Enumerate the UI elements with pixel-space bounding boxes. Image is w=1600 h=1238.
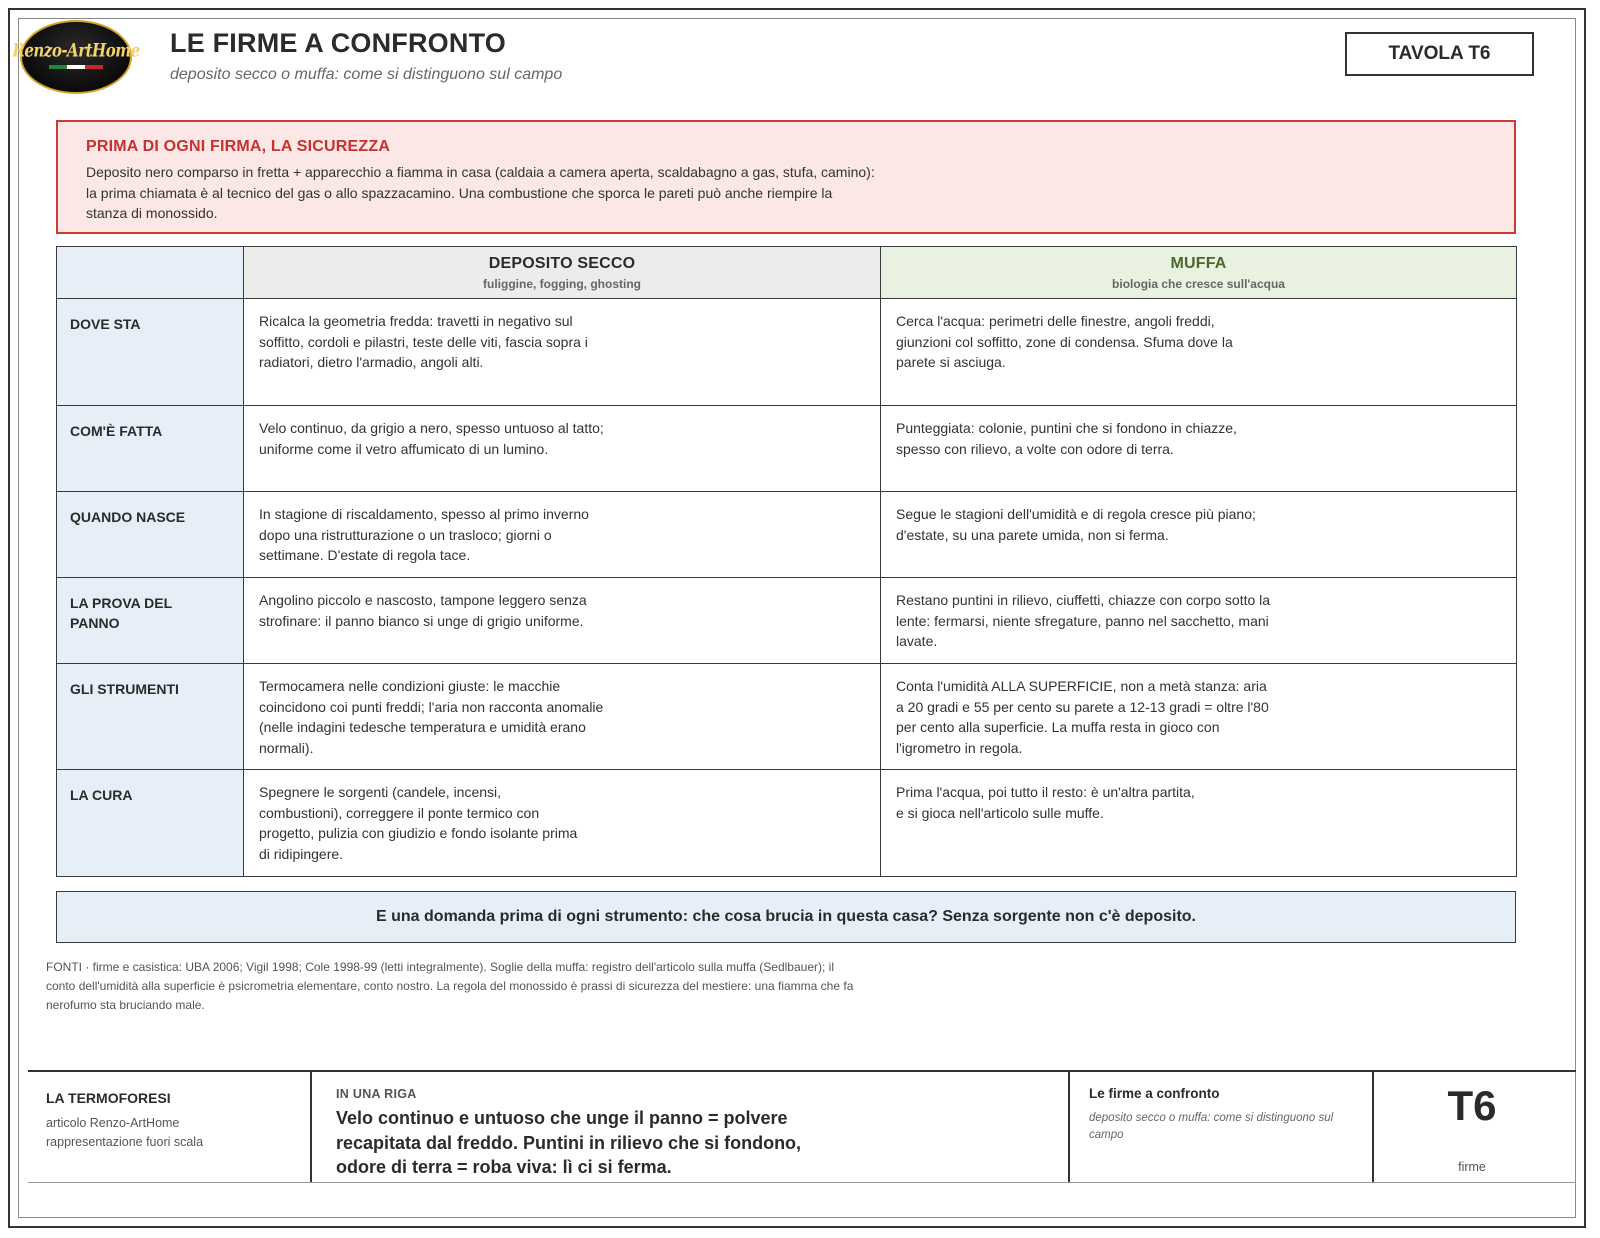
cell-muffa [881, 770, 1517, 877]
header-deposito-subtitle: fuliggine, fogging, ghosting [483, 277, 641, 291]
table-header-row [57, 247, 1517, 299]
footer-summary-label: IN UNA RIGA [336, 1087, 417, 1101]
footer-series-line: articolo Renzo-ArtHome [46, 1116, 180, 1130]
table-row [57, 299, 1517, 406]
table-row [57, 664, 1517, 770]
footer-series-line: rappresentazione fuori scala [46, 1135, 204, 1149]
safety-warning-box [56, 120, 1516, 234]
key-question-box: E una domanda prima di ogni strumento: che cosa brucia in questa casa? Senza sorgente non c'è deposito. [56, 891, 1516, 943]
row-label: COM'È FATTA [57, 406, 244, 492]
row-label-text: LA PROVA DEL PANNO [70, 595, 172, 631]
footer-separator [1068, 1071, 1070, 1182]
cell-muffa [881, 492, 1517, 578]
table-row [57, 578, 1517, 664]
footer-separator [310, 1071, 312, 1182]
footer-plate-title: Le firme a confronto [1089, 1086, 1220, 1101]
row-label: GLI STRUMENTI [57, 664, 244, 770]
row-label: QUANDO NASCE [57, 492, 244, 578]
row-label: DOVE STA [57, 299, 244, 406]
row-label: LA CURA [57, 770, 244, 877]
cell-muffa [881, 578, 1517, 664]
brand-logo [12, 20, 140, 94]
safety-text: Deposito nero comparso in fretta + apparecchio a fiamma in casa (caldaia a camera aperta, scaldabagno a gas, stufa, camino): la prima chiamata è al tecnico del gas o allo spazzacamino. Una combustione che sporca le pareti può anche riempire la stanza di monossido. [86, 164, 875, 221]
cell-text: Velo continuo, da grigio a nero, spesso untuoso al tatto; uniforme come il vetro affumicato di un lumino. [259, 420, 604, 457]
sources-note: FONTI · firme e casistica: UBA 2006; Vigil 1998; Cole 1998-99 (letti integralmente). Soglie della muffa: registro dell'articolo sulla muffa (Sedlbauer); il conto dell'umidità alla superficie è psicrometria elementare, conto nostro. La regola del monossido è prassi di sicurezza del mestiere: una fiamma che fa nerofumo sta bruciando male. [46, 960, 854, 1012]
comparison-table [56, 246, 1517, 877]
cell-deposito [244, 299, 881, 406]
cell-muffa [881, 664, 1517, 770]
cell-deposito [244, 578, 881, 664]
cell-text: Prima l'acqua, poi tutto il resto: è un'altra partita, e si gioca nell'articolo sulle muffe. [896, 784, 1195, 821]
cell-deposito [244, 770, 881, 877]
header-deposito-title: DEPOSITO SECCO [488, 255, 636, 272]
cell-deposito [244, 492, 881, 578]
row-label [57, 578, 244, 664]
cell-text: Ricalca la geometria fredda: travetti in negativo sul soffitto, cordoli e pilastri, teste delle viti, fascia sopra i radiatori, dietro l'armadio, angoli alti. [259, 313, 588, 370]
page-subtitle: deposito secco o muffa: come si distinguono sul campo [170, 66, 563, 83]
cell-text: In stagione di riscaldamento, spesso al primo inverno dopo una ristrutturazione o un trasloco; giorni o settimane. D'estate di regola tace. [259, 506, 589, 563]
table-row [57, 492, 1517, 578]
page-title: LE FIRME A CONFRONTO [170, 28, 506, 58]
cell-muffa [881, 406, 1517, 492]
footer-bottom-rule [28, 1182, 1576, 1183]
header-muffa [881, 247, 1517, 299]
header-muffa-subtitle: biologia che cresce sull'acqua [1112, 277, 1285, 291]
cell-text: Conta l'umidità ALLA SUPERFICIE, non a metà stanza: aria a 20 gradi e 55 per cento su parete a 12-13 gradi = oltre l'80 per cento alla superficie. La muffa resta in gioco con l'igrometro in regola. [896, 678, 1269, 756]
logo-text: Renzo-ArtHome [12, 38, 140, 62]
footer-plate-code: T6 [1447, 1082, 1497, 1129]
italian-flag-stripe [49, 65, 103, 69]
footer-plate-subtitle: deposito secco o muffa: come si distinguono sul campo [1089, 1112, 1334, 1141]
footer-summary-text: Velo continuo e untuoso che unge il panno = polvere recapitata dal freddo. Puntini in rilievo che si fondono, odore di terra = roba viva: lì ci si ferma. [336, 1108, 802, 1177]
safety-title: PRIMA DI OGNI FIRMA, LA SICUREZZA [86, 138, 391, 155]
footer-series-info [46, 1114, 203, 1152]
cell-text: Termocamera nelle condizioni giuste: le macchie coincidono coi punti freddi; l'aria non racconta anomalie (nelle indagini tedesche temperatura e umidità erano normali). [259, 678, 604, 756]
plate-badge: TAVOLA T6 [1345, 32, 1534, 76]
footer-divider [28, 1070, 1576, 1072]
footer-series-title: LA TERMOFORESI [46, 1090, 171, 1106]
cell-text: Angolino piccolo e nascosto, tampone leggero senza strofinare: il panno bianco si unge di grigio uniforme. [259, 592, 587, 629]
cell-text: Restano puntini in rilievo, ciuffetti, chiazze con corpo sotto la lente: fermarsi, niente sfregature, panno nel sacchetto, mani lavate. [896, 592, 1271, 649]
footer-plate-code-label: firme [1458, 1160, 1486, 1174]
table-row [57, 770, 1517, 877]
header-deposito [244, 247, 881, 299]
table-row [57, 406, 1517, 492]
cell-text: Spegnere le sorgenti (candele, incensi, combustioni), correggere il ponte termico con progetto, pulizia con giudizio e fondo isolante prima di ridipingere. [259, 784, 578, 862]
cell-text: Segue le stagioni dell'umidità e di regola cresce più piano; d'estate, su una parete umida, non si ferma. [896, 506, 1256, 543]
header-muffa-title: MUFFA [1170, 255, 1227, 272]
cell-deposito [244, 406, 881, 492]
header-corner [57, 247, 244, 299]
cell-muffa [881, 299, 1517, 406]
cell-text: Cerca l'acqua: perimetri delle finestre, angoli freddi, giunzioni col soffitto, zone di condensa. Sfuma dove la parete si asciuga. [896, 313, 1233, 370]
cell-text: Punteggiata: colonie, puntini che si fondono in chiazze, spesso con rilievo, a volte con odore di terra. [896, 420, 1237, 457]
cell-deposito [244, 664, 881, 770]
